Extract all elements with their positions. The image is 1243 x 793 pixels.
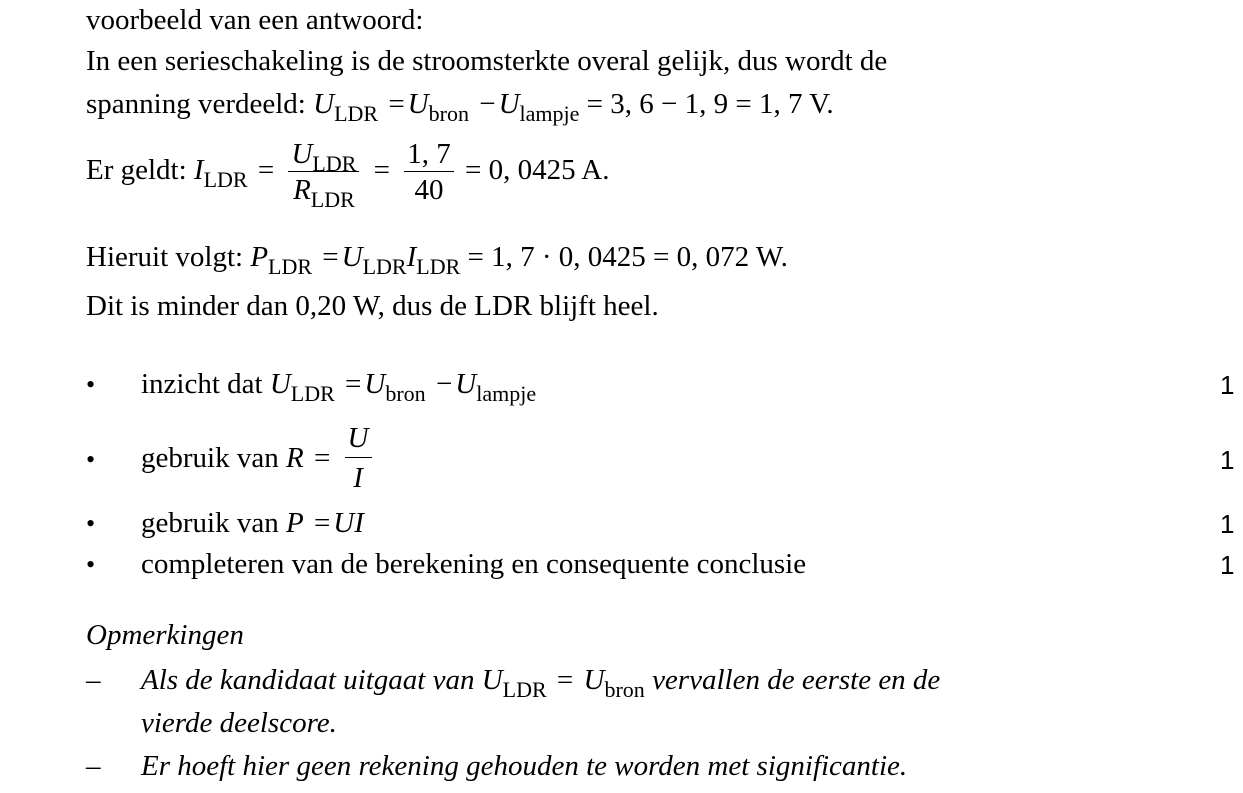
- eq2-tail: = 0, 0425 A.: [465, 154, 610, 187]
- var-u: U: [455, 368, 477, 400]
- sub-ldr: LDR: [502, 677, 547, 702]
- eq-sign: =: [373, 154, 391, 187]
- answer-line-4: [86, 241, 788, 279]
- eq-sign: =: [313, 442, 331, 474]
- sub-bron: bron: [428, 101, 469, 126]
- scoring-item-3-score: 1: [1220, 509, 1235, 539]
- sub-ldr: LDR: [362, 254, 407, 279]
- remark-1-suffix: vervallen de eerste en de: [652, 664, 941, 696]
- minus-sign: −: [435, 368, 453, 400]
- bullet-icon: •: [86, 445, 96, 474]
- dash-icon: –: [86, 750, 101, 782]
- remarks-title: Opmerkingen: [86, 619, 244, 651]
- answer-line-3: [86, 138, 610, 212]
- line3-prefix: Er geldt:: [86, 154, 187, 187]
- scoring-item-3-text: gebruik van: [141, 507, 279, 539]
- var-p: P: [250, 241, 269, 273]
- var-u: U: [269, 368, 291, 400]
- eq-sign: =: [322, 241, 339, 273]
- var-i: I: [354, 507, 364, 539]
- fraction-numerator: 1, 7: [407, 138, 451, 170]
- scoring-item-2: [141, 422, 376, 495]
- eq1-tail: = 3, 6 − 1, 9 = 1, 7 V.: [586, 88, 834, 120]
- var-u: U: [341, 241, 363, 273]
- sub-ldr: LDR: [310, 187, 355, 212]
- fraction-u-over-i: [345, 422, 372, 495]
- bullet-icon: •: [86, 370, 96, 399]
- sub-ldr: LDR: [268, 254, 313, 279]
- var-u: U: [583, 664, 605, 696]
- var-u: U: [347, 422, 369, 454]
- scoring-item-4: completeren van de berekening en consequente conclusie: [141, 548, 807, 580]
- sub-bron: bron: [604, 677, 645, 702]
- var-u: U: [364, 368, 386, 400]
- minus-sign: −: [479, 88, 496, 120]
- eq-sign: =: [388, 88, 405, 120]
- remark-2: Er hoeft hier geen rekening gehouden te worden met significantie.: [141, 750, 908, 782]
- var-u: U: [333, 507, 355, 539]
- var-r: R: [293, 174, 311, 206]
- answer-line-5: Dit is minder dan 0,20 W, dus de LDR blijft heel.: [86, 290, 659, 322]
- var-u: U: [313, 88, 335, 120]
- scoring-item-1-text: inzicht dat: [141, 368, 263, 400]
- bullet-icon: •: [86, 550, 96, 579]
- eq-sign: =: [257, 154, 275, 187]
- var-r: R: [285, 442, 304, 474]
- eq3-tail: = 1, 7 · 0, 0425 = 0, 072 W.: [467, 241, 788, 273]
- fraction-numeric: [404, 140, 454, 205]
- scoring-item-3: [141, 507, 364, 540]
- scoring-item-1: [141, 368, 537, 406]
- eq-sign: =: [345, 368, 362, 400]
- sub-lampje: lampje: [476, 381, 537, 406]
- bullet-icon: •: [86, 509, 96, 538]
- var-u: U: [481, 664, 503, 696]
- dash-icon: –: [86, 664, 101, 696]
- scoring-item-2-text: gebruik van: [141, 442, 279, 474]
- var-u: U: [291, 138, 313, 170]
- line4-prefix: Hieruit volgt:: [86, 241, 244, 273]
- fraction-u-over-r: [288, 138, 359, 212]
- sub-ldr: LDR: [334, 101, 379, 126]
- var-u: U: [498, 88, 520, 120]
- fraction-denominator: 40: [414, 174, 444, 206]
- var-u: U: [407, 88, 429, 120]
- scoring-item-2-score: 1: [1220, 445, 1235, 475]
- remark-1: [141, 664, 941, 702]
- var-i: I: [406, 241, 417, 273]
- eq-sign: =: [556, 664, 574, 696]
- sub-bron: bron: [385, 381, 426, 406]
- sub-ldr: LDR: [203, 167, 248, 193]
- scoring-item-4-score: 1: [1220, 550, 1235, 580]
- var-i: I: [353, 462, 363, 494]
- answer-line-2: [86, 88, 834, 126]
- remark-1-line-2: vierde deelscore.: [141, 707, 337, 739]
- remark-1-prefix: Als de kandidaat uitgaat van: [141, 664, 475, 696]
- scoring-item-1-score: 1: [1220, 370, 1235, 400]
- sub-ldr: LDR: [290, 381, 335, 406]
- answer-line-1: In een serieschakeling is de stroomsterkte overal gelijk, dus wordt de: [86, 45, 888, 77]
- sub-lampje: lampje: [519, 101, 580, 126]
- var-p: P: [285, 507, 304, 539]
- var-i: I: [193, 154, 204, 187]
- line2-prefix: spanning verdeeld:: [86, 88, 306, 120]
- sub-ldr: LDR: [312, 151, 357, 176]
- answer-heading: voorbeeld van een antwoord:: [86, 4, 424, 36]
- eq-sign: =: [313, 507, 331, 539]
- sub-ldr: LDR: [416, 254, 461, 279]
